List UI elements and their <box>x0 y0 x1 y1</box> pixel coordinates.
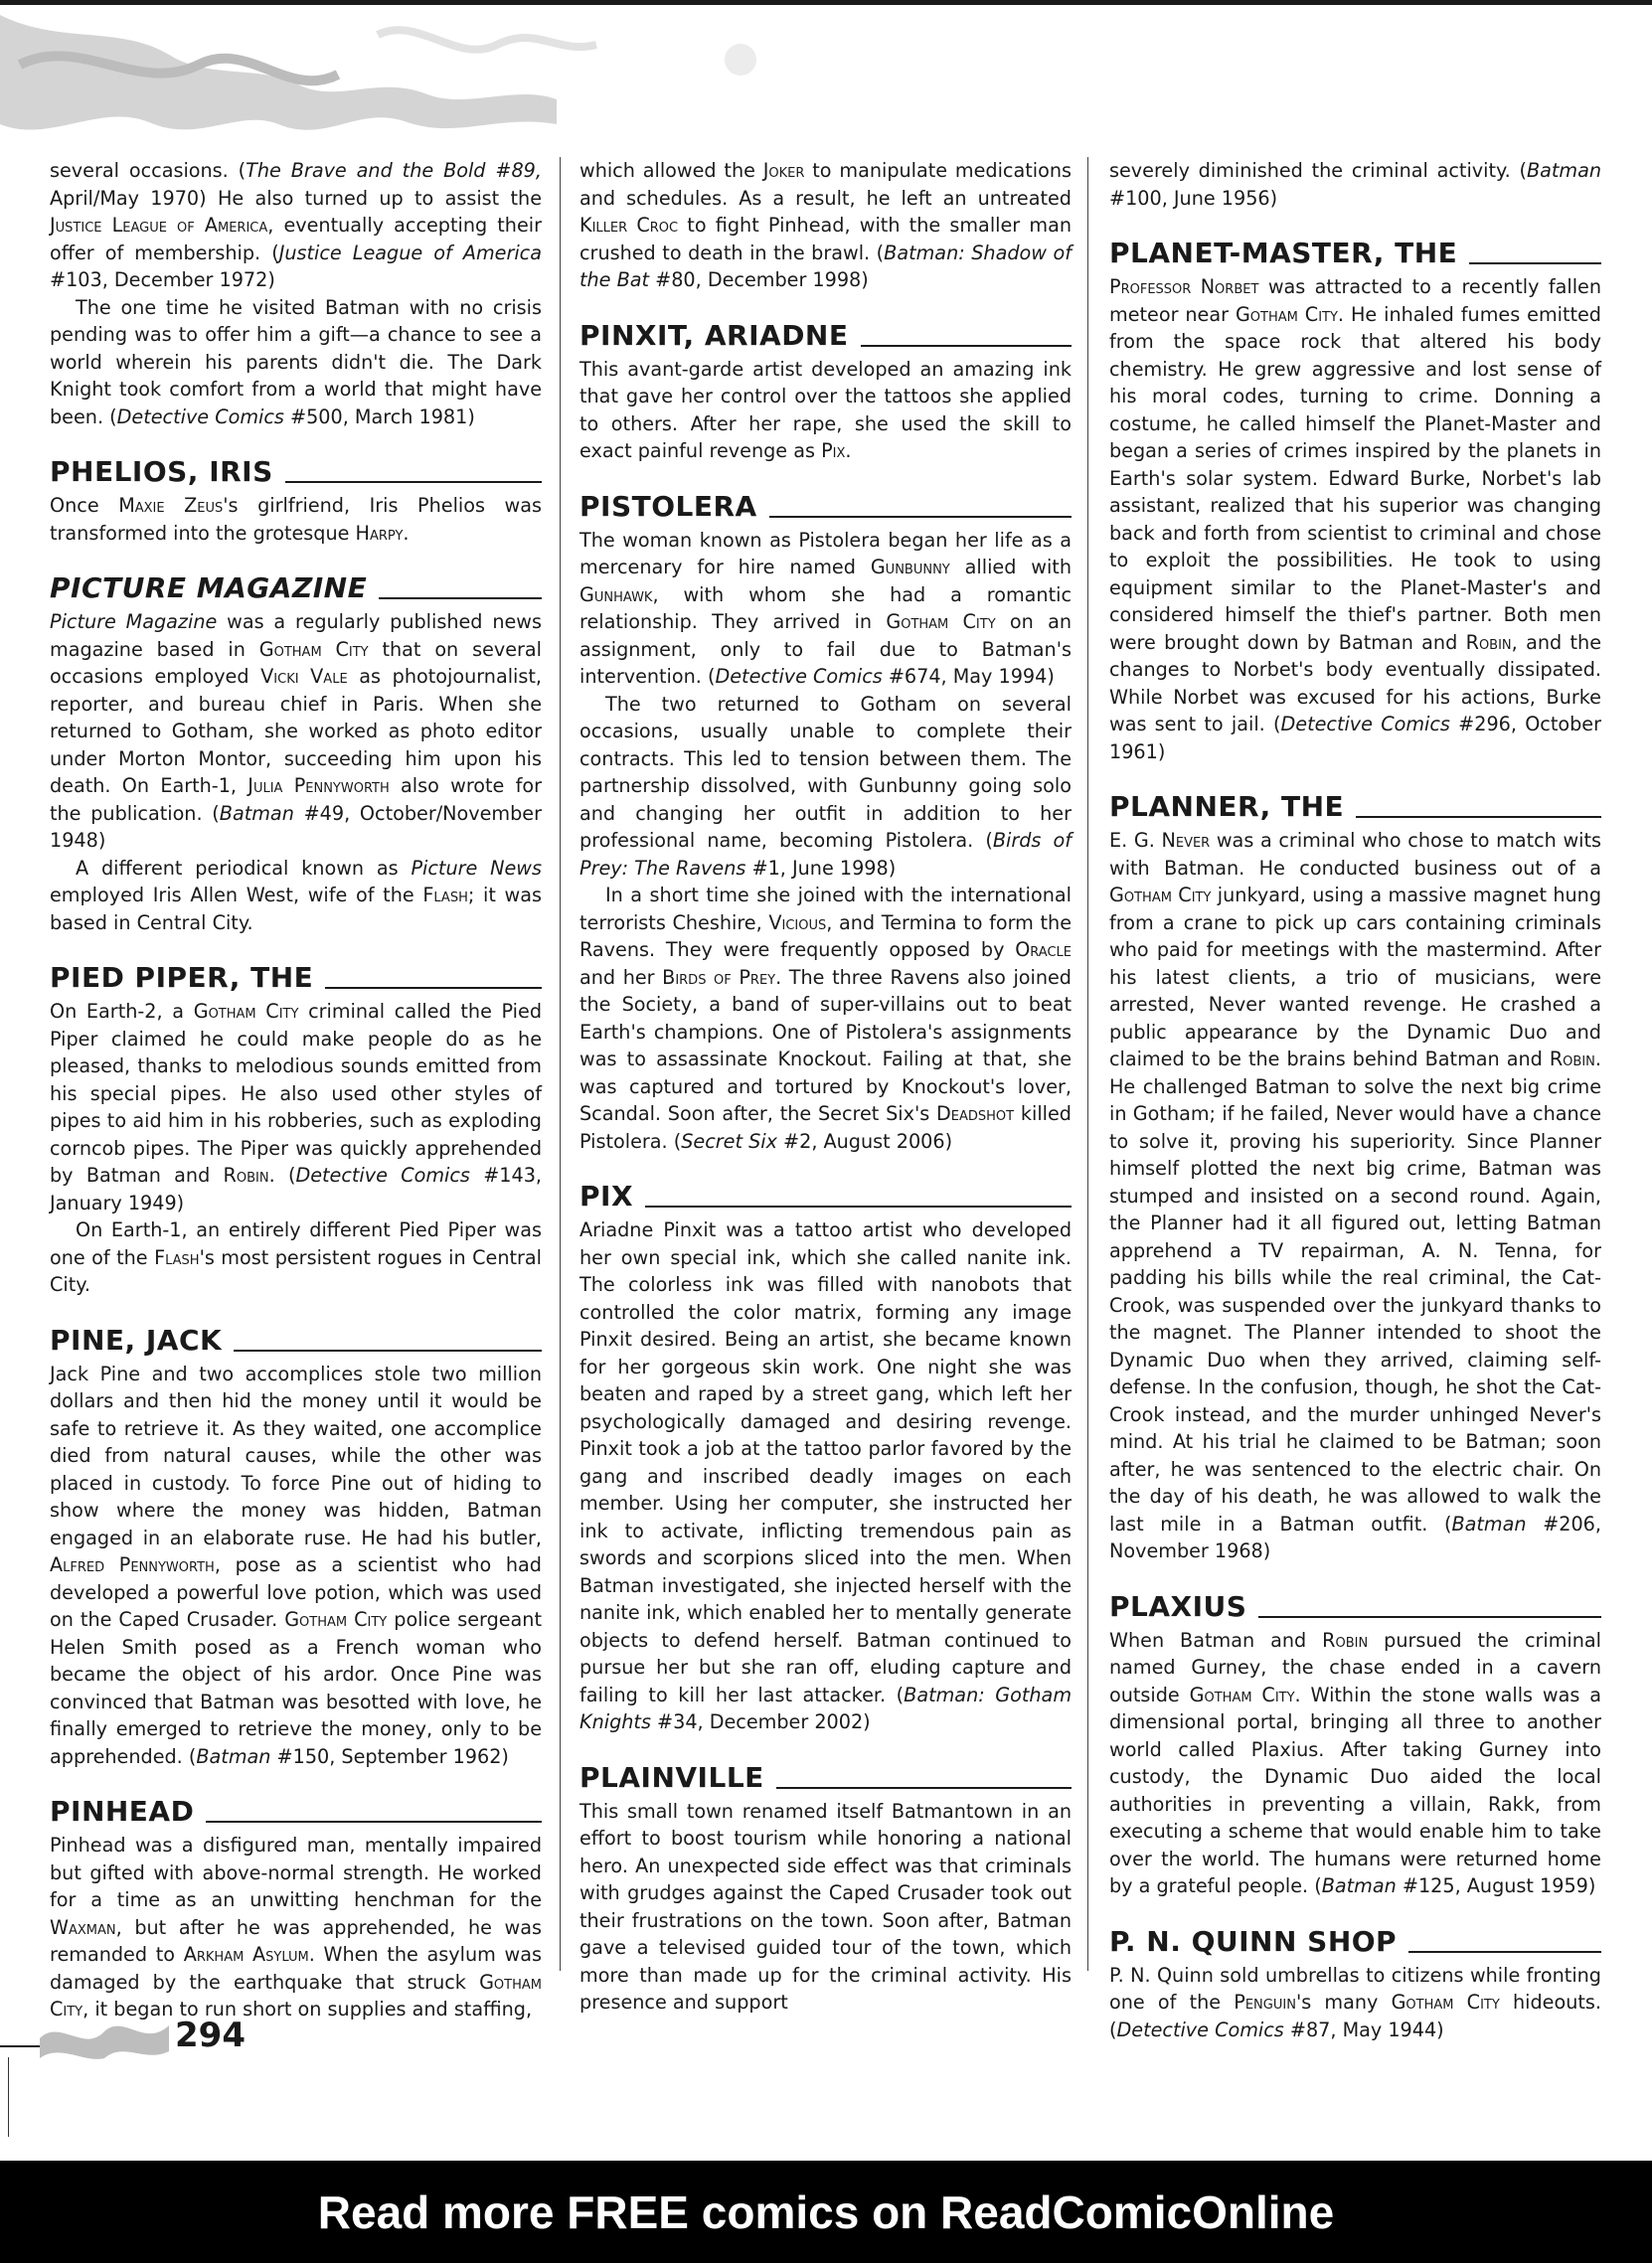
paragraph: Once Maxie Zeus's girlfriend, Iris Phelios was transformed into the grotesque Harpy. <box>50 494 542 545</box>
paragraph: Ariadne Pinxit was a tattoo artist who developed her own special ink, which she called nanite ink. The colorless ink was filled with nanobots that controlled the color matrix, forming any image Pinxit desired. Being an artist, she became known for her gorgeous skin work. One night she was beaten and raped by a street gang, which left her psychologically damaged and desiring revenge. Pinxit took a job at the tattoo parlor favored by the gang and inscribed deadly images on each member. Using her computer, she instructed her ink to activate, inflicting tremendous pain as swords and scorpions sliced into the men. When Batman investigated, she injected herself with the nanite ink, which enabled her to mentally generate objects to defend herself. Batman continued to pursue her but she ran off, eluding capture and failing to kill her last attacker. (Batman: Gotham Knights #34, December 2002) <box>579 1218 1073 1733</box>
paragraph: Jack Pine and two accomplices stole two million dollars and then hid the money until it would be safe to retrieve it. As they waited, one accomplice died from natural causes, while the other was placed in custody. To force Pine out of hiding to show where the money was hidden, Batman engaged in an elaborate ruse. He had his butler, Alfred Pennyworth, pose as a scientist who had developed a powerful love potion, which was used on the Caped Crusader. Gotham City police sergeant Helen Smith posed as a French woman who became the object of his ardor. Once Pine was convinced that Batman was besotted with love, he finally emerged to retrieve the money, only to be apprehended. (Batman #150, September 1962) <box>50 1362 542 1768</box>
column-3 <box>1109 157 1601 2043</box>
paragraph: severely diminished the criminal activity. (Batman #100, June 1956) <box>1109 159 1601 210</box>
entry-title: PINHEAD <box>50 1796 542 1828</box>
paragraph: This avant-garde artist developed an amazing ink that gave her control over the tattoos she applied to others. After her rape, she used the skill to exact painful revenge as Pix. <box>579 357 1072 462</box>
entry-title: PICTURE MAGAZINE <box>50 572 542 604</box>
entry-title: PISTOLERA <box>579 491 1072 523</box>
paragraph: Professor Norbet was attracted to a recently fallen meteor near Gotham City. He inhaled fumes emitted from the space rock that altered his body chemistry. He grew aggressive and lost sense of his moral codes, turning to crime. Donning a costume, he called himself the Planet-Master and began a series of crimes inspired by the planets in Earth's solar system. Edward Burke, Norbet's lab assistant, realized that his superior was changing back and forth from scientist to criminal and chose to exploit the possibilities. He took to using equipment similar to the Planet-Master's and considered himself the thief's partner. Both men were brought down by Batman and Robin, and the changes to Norbet's body eventually dissipated. While Norbet was excused for his actions, Burke was sent to jail. (Detective Comics #296, October 1961) <box>1109 275 1601 763</box>
paragraph: When Batman and Robin pursued the criminal named Gurney, the chase ended in a cavern outside Gotham City. Within the stone walls was a dimensional portal, bringing all three to another world called Plaxius. After taking Gurney into custody, the Dynamic Duo aided the local authorities in preventing a villain, Rakk, from executing a scheme that would enable him to take over the world. The humans were returned home by a grateful people. (Batman #125, August 1959) <box>1109 1628 1602 1897</box>
entry-title: PIED PIPER, THE <box>50 962 542 994</box>
column-divider <box>1087 157 1088 1971</box>
entry-title: PHELIOS, IRIS <box>50 456 542 488</box>
paragraph: P. N. Quinn sold umbrellas to citizens while fronting one of the Penguin's many Gotham City hideouts. (Detective Comics #87, May 1944) <box>1109 1963 1601 2041</box>
column-2 <box>579 157 1072 2017</box>
entry-title: PLAXIUS <box>1109 1591 1601 1623</box>
paragraph: The one time he visited Batman with no crisis pending was to offer him a gift—a chance to see a world wherein his parents didn't die. The Dark Knight took comfort from a world that might have been. (Detective Comics #500, March 1981) <box>50 295 542 428</box>
entry-title: PINE, JACK <box>50 1325 542 1357</box>
entry-title: PINXIT, ARIADNE <box>579 320 1072 352</box>
bat-swirl-footer-icon <box>40 2014 169 2063</box>
paragraph: E. G. Never was a criminal who chose to match wits with Batman. He conducted business out of a Gotham City junkyard, using a massive magnet hung from a crane to pick up cars containing criminals who paid for meetings with the mastermind. After his latest clients, a trio of musicians, were arrested, Never wanted revenge. He crashed a public appearance by the Dynamic Duo and claimed to be the brains behind Batman and Robin. He challenged Batman to solve the next big crime in Gotham; if he failed, Never would have a chance to solve it, proving his superiority. Since Planner himself plotted the next big crime, Batman was stumped and insisted on a second round. Again, the Planner had it all figured out, letting Batman apprehend a TV repairman, A. N. Tenna, for padding his bills while the real criminal, the Cat-Crook, was suspended over the junkyard thanks to the magnet. The Planner intended to shoot the Dynamic Duo when they arrived, claiming self-defense. In the confusion, though, he shot the Cat-Crook instead, and the murder unhinged Never's mind. At his trial he claimed to be Batman; soon after, he was sentenced to the electric chair. On the day of his death, he was allowed to walk the last mile in a Batman outfit. (Batman #206, November 1968) <box>1109 829 1602 1562</box>
bat-swirl-header-icon <box>0 5 815 154</box>
header-decoration <box>0 5 815 154</box>
footer-margin-line <box>8 2057 9 2137</box>
paragraph: Picture Magazine was a regularly published news magazine based in Gotham City that on several occasions employed Vicki Vale as photojournalist, reporter, and bureau chief in Paris. When she returned to Gotham, she worked as photo editor under Morton Montor, succeeding him upon his death. On Earth-1, Julia Pennyworth also wrote for the publication. (Batman #49, October/November 1948) <box>50 610 543 852</box>
paragraph: Pinhead was a disfigured man, mentally impaired but gifted with above-normal strength. He worked for a time as an unwitting henchman for the Waxman, but after he was apprehended, he was remanded to Arkham Asylum. When the asylum was damaged by the earthquake that struck Gotham City, it began to run short on supplies and staffing, <box>50 1834 542 2021</box>
entry-title: PLANET-MASTER, THE <box>1109 238 1601 269</box>
paragraph: On Earth-1, an entirely different Pied Piper was one of the Flash's most persistent rogues in Central City. <box>50 1218 542 1296</box>
entry-title: PLANNER, THE <box>1109 791 1601 823</box>
entry-title: P. N. QUINN SHOP <box>1109 1926 1601 1958</box>
footer-decoration <box>40 2014 169 2067</box>
paragraph: In a short time she joined with the international terrorists Cheshire, Vicious, and Termina to form the Ravens. They were frequently opposed by Oracle and her Birds of Prey. The three Ravens also joined the Society, a band of super-villains out to beat Earth's champions. One of Pistolera's assignments was to assassinate Knockout. Failing at that, she was captured and tortured by Knockout's lover, Scandal. Soon after, the Secret Six's Deadshot killed Pistolera. (Secret Six #2, August 2006) <box>579 884 1072 1153</box>
paragraph: This small town renamed itself Batmantown in an effort to boost tourism while honoring a national hero. An unexpected side effect was that criminals with grudges against the Caped Crusader took out their frustrations on the town. Soon after, Batman gave a televised guided tour of the town, which more than made up for the criminal activity. His presence and support <box>579 1799 1072 2014</box>
paragraph: which allowed the Joker to manipulate medications and schedules. As a result, he left an untreated Killer Croc to fight Pinhead, with the smaller man crushed to death in the brawl. (Batman: Shadow of the Bat #80, December 1998) <box>579 159 1072 291</box>
column-1 <box>50 157 542 2023</box>
entry-title: PLAINVILLE <box>579 1762 1072 1794</box>
paragraph: The two returned to Gotham on several occasions, usually unable to complete their contracts. This led to tension between them. The partnership dissolved, with Gunbunny going solo and changing her outfit in addition to her professional name, becoming Pistolera. (Birds of Prey: The Ravens #1, June 1998) <box>579 692 1072 880</box>
paragraph: The woman known as Pistolera began her life as a mercenary for hire named Gunbunny allied with Gunhawk, with whom she had a romantic relationship. They arrived in Gotham City on an assignment, only to fail due to Batman's intervention. (Detective Comics #674, May 1994) <box>579 528 1072 688</box>
entry-title: PIX <box>579 1181 1072 1212</box>
column-divider <box>560 157 561 1971</box>
paragraph: several occasions. (The Brave and the Bold #89, April/May 1970) He also turned up to assist the Justice League of America, eventually accepting their offer of membership. (Justice League of America #103, December 1972) <box>50 159 542 291</box>
banner-text[interactable]: Read more FREE comics on ReadComicOnline <box>317 2185 1335 2238</box>
page-number: 294 <box>175 2016 246 2055</box>
paragraph: A different periodical known as Picture News employed Iris Allen West, wife of the Flash; it was based in Central City. <box>50 856 542 934</box>
promo-banner[interactable] <box>0 2161 1652 2263</box>
paragraph: On Earth-2, a Gotham City criminal called the Pied Piper claimed he could make people do as he pleased, thanks to melodious sounds emitted from his special pipes. He also used other styles of pipes to aid him in his robberies, such as exploding corncob pipes. The Piper was quickly apprehended by Batman and Robin. (Detective Comics #143, January 1949) <box>50 1000 542 1214</box>
